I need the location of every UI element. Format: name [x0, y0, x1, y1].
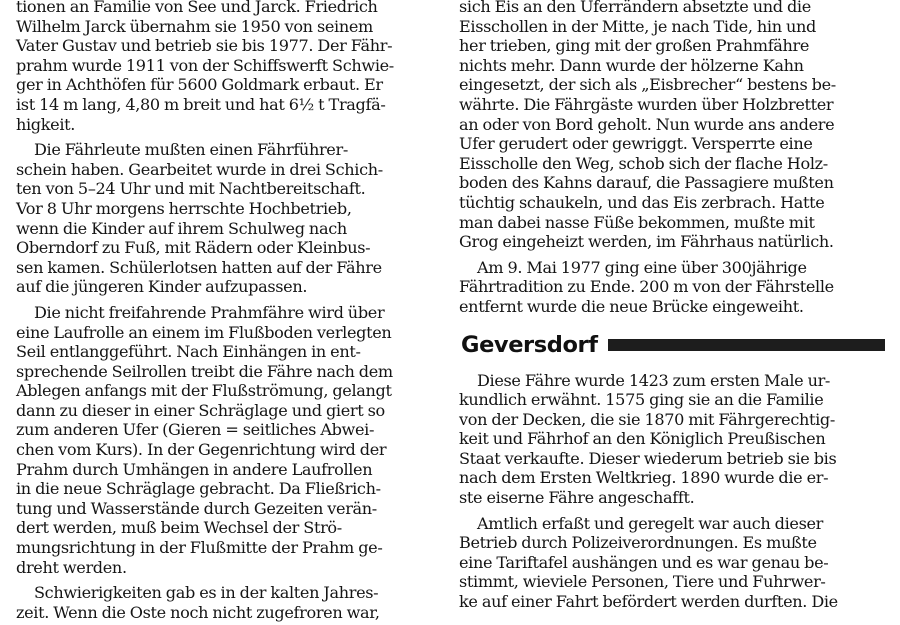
left-text-column: [16, 0, 444, 622]
text-line: chen vom Kurs). In der Gegenrichtung wird der: [16, 440, 387, 460]
text-line: Seil entlanggeführt. Nach Einhängen in ent-: [16, 342, 361, 362]
text-line: schein haben. Gearbeitet wurde in drei Schich-: [16, 159, 383, 179]
paragraph: [459, 258, 887, 317]
text-line: ten von 5–24 Uhr und mit Nachtbereitschaft.: [16, 179, 366, 199]
text-line: tüchtig schaukeln, und das Eis zerbrach. Hatte: [459, 192, 825, 212]
text-line: Amtlich erfaßt und geregelt war auch dieser: [477, 513, 824, 533]
text-line: ist 14 m lang, 4,80 m breit und hat 6½ t Tragfä-: [16, 94, 386, 114]
text-line: prahm wurde 1911 von der Schiffswerft Schwie-: [16, 55, 394, 75]
text-line: ger in Achthöfen für 5600 Goldmark erbaut. Er: [16, 75, 383, 95]
text-line: entfernt wurde die neue Brücke eingeweiht.: [459, 296, 804, 316]
text-line: Staat verkaufte. Dieser wiederum betrieb sie bis: [459, 448, 837, 468]
text-line: sich Eis an den Uferrändern absetzte und die: [459, 0, 811, 16]
text-line: Grog eingeheizt werden, im Fährhaus natürlich.: [459, 232, 834, 252]
right-text-column: [459, 0, 887, 612]
text-line: dreht werden.: [16, 557, 127, 577]
text-line: dann zu dieser in einer Schräglage und giert so: [16, 400, 385, 420]
text-line: mungsrichtung in der Flußmitte der Prahm ge-: [16, 538, 383, 558]
text-line: zum anderen Ufer (Gieren = seitliches Abwei-: [16, 420, 375, 440]
text-line: an oder von Bord geholt. Nun wurde ans andere: [459, 114, 835, 134]
text-line: eine Laufrolle an einem im Flußboden verlegten: [16, 322, 392, 342]
text-line: man dabei nasse Füße bekommen, mußte mit: [459, 212, 815, 232]
paragraph: [16, 0, 444, 134]
text-line: Eisschollen in der Mitte, je nach Tide, hin und: [459, 16, 816, 36]
text-line: keit und Fährhof an den Königlich Preußischen: [459, 429, 826, 449]
text-line: Am 9. Mai 1977 ging eine über 300jährige: [477, 257, 807, 277]
text-line: Ablegen anfangs mit der Flußströmung, gelangt: [16, 381, 392, 401]
text-line: kundlich erwähnt. 1575 ging sie an die Familie: [459, 390, 824, 410]
text-line: Eisscholle den Weg, schob sich der flache Holz-: [459, 153, 828, 173]
text-line: tung und Wasserstände durch Gezeiten verän-: [16, 498, 377, 518]
paragraph: [459, 514, 887, 612]
text-line: Schwierigkeiten gab es in der kalten Jahres-: [34, 583, 379, 603]
heading-rule-bar: [608, 339, 885, 351]
text-line: von der Decken, die sie 1870 mit Fährgerechtig-: [459, 409, 835, 429]
text-line: Vater Gustav und betrieb sie bis 1977. Der Fähr-: [16, 36, 393, 56]
text-line: ke auf einer Fahrt befördert werden durften. Die: [459, 592, 838, 612]
text-line: in die neue Schräglage gebracht. Da Fließrich-: [16, 479, 381, 499]
text-line: Wilhelm Jarck übernahm sie 1950 von seinem: [16, 16, 373, 36]
text-line: her trieben, ging mit der großen Prahmfähre: [459, 36, 810, 56]
text-line: Oberndorf zu Fuß, mit Rädern oder Kleinbus-: [16, 238, 371, 258]
text-line: Fährtradition zu Ende. 200 m von der Fährstelle: [459, 277, 834, 297]
text-line: ste eiserne Fähre angeschafft.: [459, 488, 695, 508]
text-line: dert werden, muß beim Wechsel der Strö-: [16, 518, 342, 538]
text-line: stimmt, wieviele Personen, Tiere und Fuhrwer-: [459, 572, 826, 592]
text-line: sen kamen. Schülerlotsen hatten auf der Fähre: [16, 257, 382, 277]
text-line: eine Tariftafel aushängen und es war genau be-: [459, 552, 829, 572]
text-line: eingesetzt, der sich als „Eisbrecher“ bestens be-: [459, 75, 836, 95]
section-heading-row: [459, 329, 887, 371]
text-line: Diese Fähre wurde 1423 zum ersten Male ur-: [477, 370, 831, 390]
paragraph: [16, 583, 444, 622]
text-line: Ufer gerudert oder gewriggt. Versperrte eine: [459, 134, 813, 154]
paragraph: [459, 371, 887, 508]
text-line: Prahm durch Umhängen in andere Laufrollen: [16, 459, 373, 479]
text-line: higkeit.: [16, 114, 76, 134]
text-line: tionen an Familie von See und Jarck. Friedrich: [16, 0, 378, 16]
text-line: zeit. Wenn die Oste noch nicht zugefroren war,: [16, 602, 380, 622]
text-line: Die Fährleute mußten einen Fährführer-: [34, 140, 348, 160]
text-line: Betrieb durch Polizeiverordnungen. Es mußte: [459, 533, 817, 553]
text-line: Die nicht freifahrende Prahmfähre wird über: [34, 302, 385, 322]
paragraph: [16, 140, 444, 297]
text-line: nichts mehr. Dann wurde der hölzerne Kahn: [459, 55, 804, 75]
text-line: sprechende Seilrollen treibt die Fähre nach dem: [16, 361, 393, 381]
text-line: Vor 8 Uhr morgens herrschte Hochbetrieb,: [16, 198, 352, 218]
text-line: nach dem Ersten Weltkrieg. 1890 wurde die er-: [459, 468, 829, 488]
text-line: auf die jüngeren Kinder aufzupassen.: [16, 277, 308, 297]
text-line: wenn die Kinder auf ihrem Schulweg nach: [16, 218, 347, 238]
paragraph: [459, 0, 887, 252]
section-heading: Geversdorf: [461, 331, 598, 358]
paragraph: [16, 303, 444, 577]
text-line: boden des Kahns darauf, die Passagiere mußten: [459, 173, 834, 193]
text-line: währte. Die Fährgäste wurden über Holzbretter: [459, 94, 834, 114]
